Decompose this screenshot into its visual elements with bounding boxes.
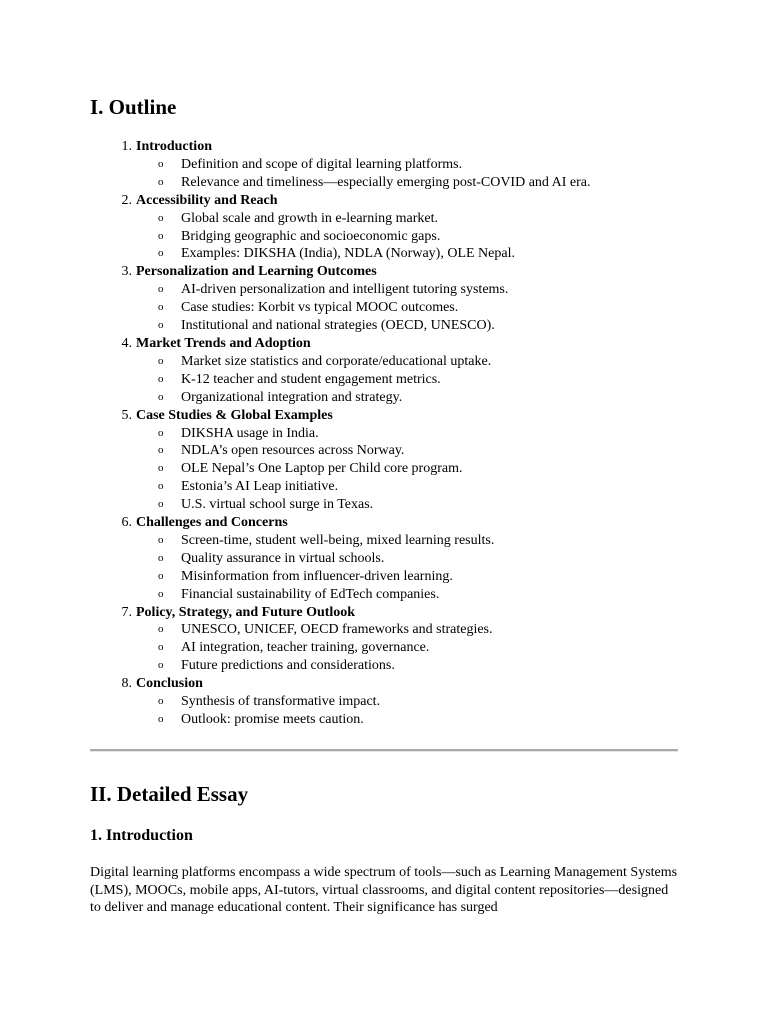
circle-bullet-icon: o [158,498,164,511]
outline-subpoint [136,711,680,729]
outline-item [90,514,680,604]
circle-bullet-icon: o [158,247,164,260]
outline-subpoint-text: Quality assurance in virtual schools. [181,550,385,566]
outline-subpoint-text: OLE Nepal’s One Laptop per Child core program. [181,461,463,477]
essay-subheading: 1. Introduction [90,827,193,844]
outline-subpoint-text: Examples: DIKSHA (India), NDLA (Norway), OLE Nepal. [181,246,515,262]
circle-bullet-icon: o [158,229,164,242]
outline-subpoint-text: AI-driven personalization and intelligent tutoring systems. [181,282,509,298]
outline-item-number: 4. [121,335,132,351]
outline-subpoint-text: Definition and scope of digital learning platforms. [181,156,463,172]
circle-bullet-icon: o [158,480,164,493]
outline-item-title: Introduction [136,139,212,154]
circle-bullet-icon: o [158,211,164,224]
outline-item-number: 8. [121,676,132,692]
outline-item-title: Policy, Strategy, and Future Outlook [136,604,356,620]
outline-subpoint [136,245,680,263]
section-divider [90,749,678,752]
outline-item-number: 6. [121,515,132,531]
outline-subpoint-text: Outlook: promise meets caution. [181,712,364,727]
outline-subpoint-list [136,532,680,604]
outline-subpoint [136,693,680,711]
outline-subpoint [136,371,680,389]
outline-subpoint [136,550,680,568]
outline-item [90,138,680,192]
outline-item [90,675,680,729]
circle-bullet-icon: o [158,641,164,654]
circle-bullet-icon: o [158,390,164,403]
outline-item-title: Accessibility and Reach [136,192,278,208]
outline-subpoint-list [136,353,680,407]
circle-bullet-icon: o [158,426,164,439]
outline-item-number: 5. [121,407,132,423]
outline-subpoint-text: Global scale and growth in e-learning market. [181,210,438,226]
outline-item [90,192,680,264]
outline-subpoint-text: Relevance and timeliness—especially emerging post-COVID and AI era. [181,174,591,190]
circle-bullet-icon: o [158,301,164,314]
circle-bullet-icon: o [158,587,164,600]
outline-subpoint [136,389,680,407]
circle-bullet-icon: o [158,659,164,672]
outline-subpoint-text: Financial sustainability of EdTech companies. [181,586,440,602]
outline-subpoint-text: Estonia’s AI Leap initiative. [181,479,339,495]
outline-item-title: Market Trends and Adoption [136,335,311,351]
outline-item-title: Personalization and Learning Outcomes [136,264,377,280]
circle-bullet-icon: o [158,695,164,708]
outline-subpoint [136,657,680,675]
outline-item-number: 7. [121,604,132,620]
circle-bullet-icon: o [158,713,164,725]
outline-subpoint-text: Future predictions and considerations. [181,658,395,674]
outline-subpoint [136,425,680,443]
circle-bullet-icon: o [158,372,164,385]
outline-item-number: 2. [121,192,132,208]
outline-subpoint-text: Case studies: Korbit vs typical MOOC outcomes. [181,300,459,316]
outline-subpoint [136,496,680,514]
outline-subpoint-text: Misinformation from influencer-driven learning. [181,568,453,584]
circle-bullet-icon: o [158,623,164,636]
outline-subpoint-text: Market size statistics and corporate/educational uptake. [181,353,492,369]
outline-subpoint [136,317,680,335]
outline-subpoint [136,156,680,174]
outline-item-title: Case Studies & Global Examples [136,407,333,423]
circle-bullet-icon: o [158,533,164,546]
outline-subpoint [136,478,680,496]
outline-subpoint [136,460,680,478]
circle-bullet-icon: o [158,551,164,564]
outline-subpoint-text: AI integration, teacher training, governance. [181,640,430,656]
outline-subpoint [136,353,680,371]
outline-subpoint-text: Organizational integration and strategy. [181,389,403,405]
circle-bullet-icon: o [158,444,164,457]
circle-bullet-icon: o [158,319,164,332]
outline-subpoint [136,621,680,639]
outline-subpoint-list [136,621,680,675]
outline-item [90,604,680,676]
essay-paragraph: Digital learning platforms encompass a wide spectrum of tools—such as Learning Management Systems (LMS), MOOCs, mobile apps, AI-tutors, virtual classrooms, and digital content repositories—designed to deliver and manage educational content. Their significance has surged [90,865,678,915]
circle-bullet-icon: o [158,462,164,475]
outline-subpoint [136,281,680,299]
circle-bullet-icon: o [158,157,164,170]
outline-item [90,263,680,335]
outline-subpoint-text: UNESCO, UNICEF, OECD frameworks and strategies. [181,622,493,638]
circle-bullet-icon: o [158,569,164,582]
outline-subpoint-list [136,425,680,515]
circle-bullet-icon: o [158,283,164,296]
circle-bullet-icon: o [158,354,164,367]
outline-item-number: 1. [121,139,132,154]
outline-heading: I. Outline [90,95,177,119]
outline-subpoint [136,299,680,317]
outline-subpoint-text: NDLA’s open resources across Norway. [181,443,405,459]
outline-subpoint [136,228,680,246]
essay-heading: II. Detailed Essay [90,782,249,806]
outline-subpoint-text: Bridging geographic and socioeconomic gaps. [181,228,441,244]
outline-item-title: Challenges and Concerns [136,515,288,531]
outline-subpoint-list [136,281,680,335]
outline-subpoint [136,174,680,192]
outline-subpoint [136,639,680,657]
outline-item-title: Conclusion [136,676,203,692]
outline-subpoint-list [136,693,680,729]
outline-subpoint-text: DIKSHA usage in India. [181,425,319,441]
outline-item [90,335,680,407]
outline-subpoint-text: U.S. virtual school surge in Texas. [181,497,374,513]
outline-subpoint [136,442,680,460]
outline-subpoint-list [136,156,680,192]
circle-bullet-icon: o [158,175,164,188]
outline-subpoint-text: Synthesis of transformative impact. [181,694,381,710]
outline-subpoint-text: Institutional and national strategies (OECD, UNESCO). [181,318,495,334]
outline-subpoint-list [136,210,680,264]
outline-subpoint-text: Screen-time, student well-being, mixed learning results. [181,532,495,548]
outline-item-number: 3. [121,264,132,280]
outline-subpoint [136,210,680,228]
outline-item [90,407,680,514]
outline-subpoint [136,532,680,550]
outline-subpoint [136,586,680,604]
outline-list [90,138,680,729]
outline-subpoint [136,568,680,586]
outline-subpoint-text: K-12 teacher and student engagement metrics. [181,371,441,387]
